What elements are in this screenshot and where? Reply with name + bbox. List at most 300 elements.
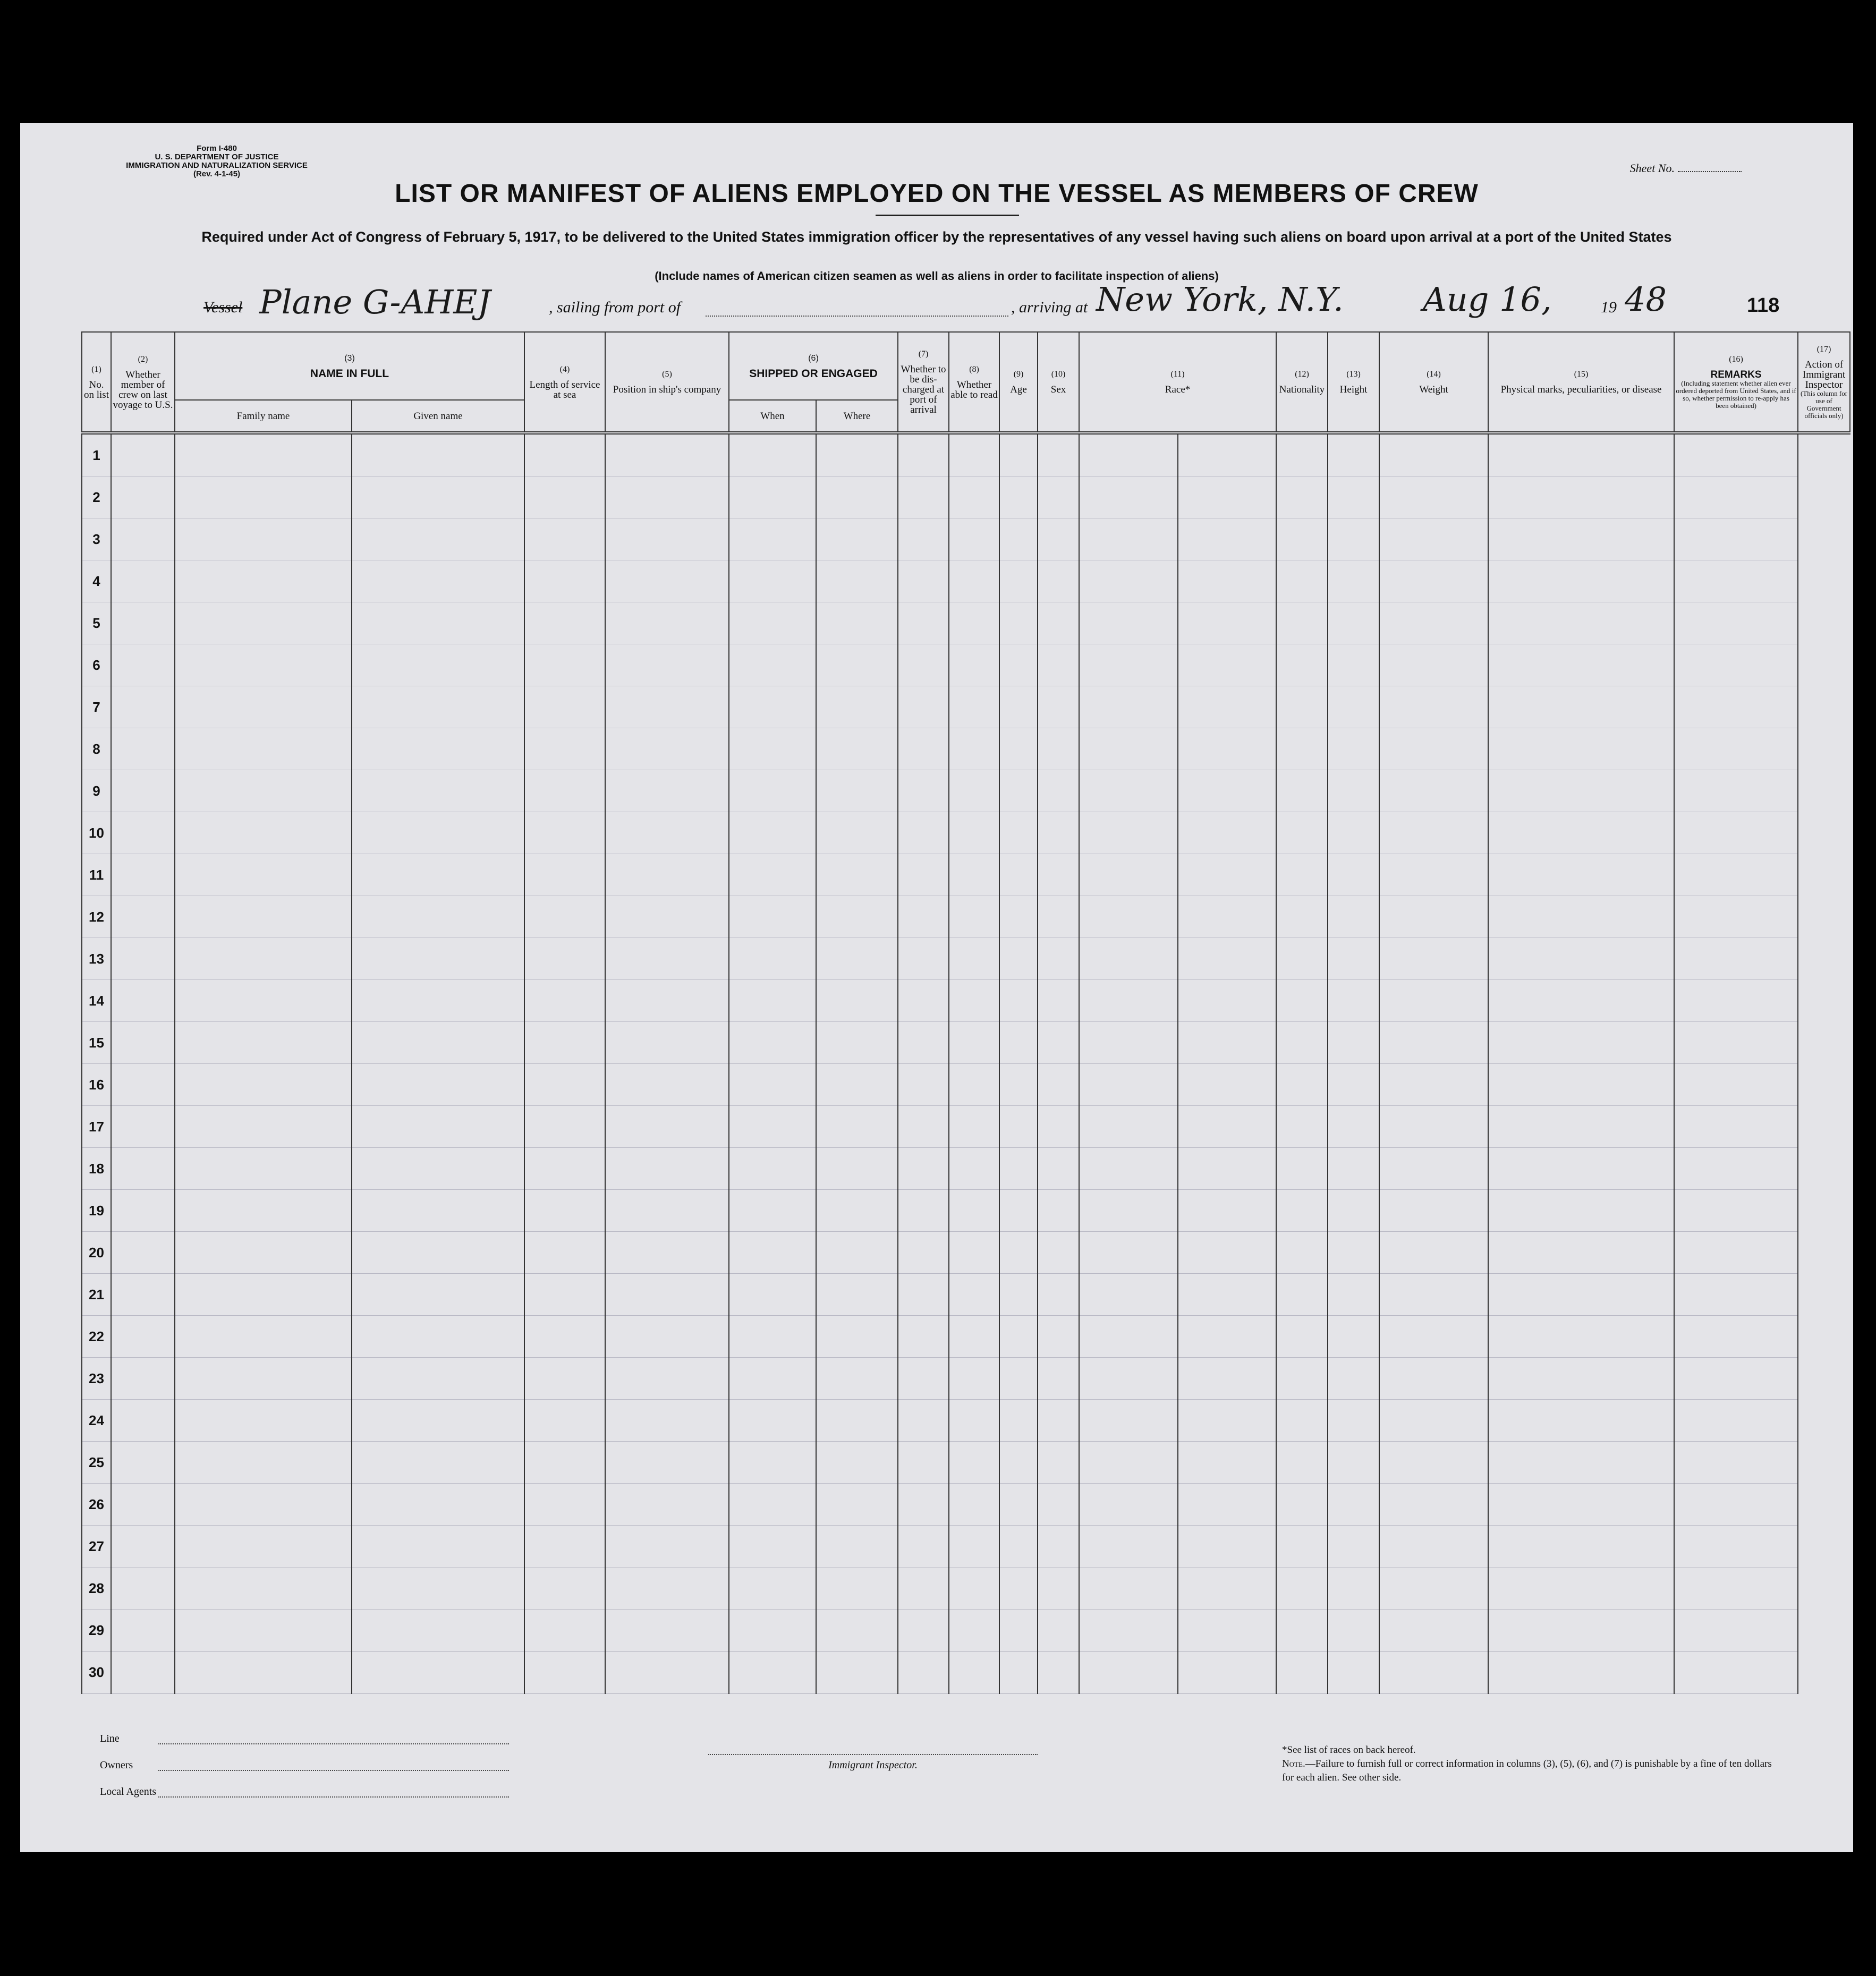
table-cell xyxy=(605,1442,729,1484)
table-cell xyxy=(111,1484,175,1526)
table-cell xyxy=(524,938,605,980)
table-cell xyxy=(1328,476,1379,518)
table-cell xyxy=(898,1022,949,1064)
table-cell xyxy=(729,644,816,686)
table-cell xyxy=(1178,476,1276,518)
table-cell xyxy=(1488,938,1674,980)
table-cell xyxy=(816,1484,898,1526)
table-cell xyxy=(898,1148,949,1190)
table-row xyxy=(82,1609,1850,1651)
row-number: 30 xyxy=(82,1651,111,1693)
table-cell xyxy=(1276,1609,1328,1651)
table-cell xyxy=(1674,1568,1798,1609)
inspector-signature-line xyxy=(708,1754,1038,1755)
table-cell xyxy=(175,1064,352,1106)
table-cell xyxy=(1276,1526,1328,1568)
manifest-sheet xyxy=(20,123,1853,1852)
table-cell xyxy=(111,518,175,560)
table-cell xyxy=(524,518,605,560)
table-cell xyxy=(1328,938,1379,980)
table-cell xyxy=(175,518,352,560)
table-cell xyxy=(1328,602,1379,644)
table-cell xyxy=(605,770,729,812)
table-cell xyxy=(524,433,605,476)
table-cell xyxy=(1488,1274,1674,1316)
table-row xyxy=(82,1651,1850,1693)
table-cell xyxy=(729,1316,816,1358)
table-cell xyxy=(605,1274,729,1316)
table-cell xyxy=(999,980,1038,1022)
page-number: 118 xyxy=(1747,294,1780,317)
page-subnote: (Include names of American citizen seamen as well as aliens in order to facilitate inspection of aliens) xyxy=(655,269,1219,283)
table-row xyxy=(82,728,1850,770)
table-cell xyxy=(1079,1651,1178,1693)
table-cell xyxy=(949,686,999,728)
table-cell xyxy=(352,854,524,896)
table-cell xyxy=(729,1022,816,1064)
table-cell xyxy=(999,1651,1038,1693)
table-cell xyxy=(352,602,524,644)
table-cell xyxy=(1178,728,1276,770)
table-cell xyxy=(1079,1064,1178,1106)
table-cell xyxy=(999,602,1038,644)
table-cell xyxy=(111,686,175,728)
table-cell xyxy=(1178,1190,1276,1232)
table-row xyxy=(82,686,1850,728)
table-cell xyxy=(729,854,816,896)
table-cell xyxy=(1276,1442,1328,1484)
table-cell xyxy=(816,1651,898,1693)
table-cell xyxy=(1488,1358,1674,1400)
table-cell xyxy=(949,433,999,476)
table-cell xyxy=(175,560,352,602)
table-cell xyxy=(1038,1609,1079,1651)
table-cell xyxy=(111,1358,175,1400)
table-row xyxy=(82,1358,1850,1400)
table-cell xyxy=(1038,476,1079,518)
table-cell xyxy=(1178,854,1276,896)
footer-notes xyxy=(1282,1743,1781,1785)
table-cell xyxy=(1379,980,1488,1022)
row-number: 17 xyxy=(82,1106,111,1148)
table-cell xyxy=(111,1651,175,1693)
table-cell xyxy=(816,854,898,896)
row-number: 25 xyxy=(82,1442,111,1484)
table-cell xyxy=(1379,1568,1488,1609)
table-cell xyxy=(1488,770,1674,812)
table-cell xyxy=(729,1442,816,1484)
table-cell xyxy=(111,1190,175,1232)
table-cell xyxy=(1674,433,1798,476)
table-cell xyxy=(1038,560,1079,602)
table-row xyxy=(82,938,1850,980)
table-cell xyxy=(999,854,1038,896)
table-cell xyxy=(999,1316,1038,1358)
table-cell xyxy=(111,602,175,644)
table-cell xyxy=(1038,1148,1079,1190)
table-cell xyxy=(605,1316,729,1358)
page-subtitle: Required under Act of Congress of February 5, 1917, to be delivered to the United States immigration officer by the representatives of any vessel having such aliens on board upon arrival at a port of the United States xyxy=(201,229,1672,245)
table-cell xyxy=(1038,728,1079,770)
row-number: 1 xyxy=(82,433,111,476)
table-cell xyxy=(1328,1232,1379,1274)
table-cell xyxy=(729,1358,816,1400)
table-cell xyxy=(1038,812,1079,854)
table-cell xyxy=(352,1190,524,1232)
table-cell xyxy=(1379,1358,1488,1400)
table-cell xyxy=(898,1484,949,1526)
table-cell xyxy=(1674,1484,1798,1526)
table-cell xyxy=(352,1609,524,1651)
table-cell xyxy=(898,1358,949,1400)
table-cell xyxy=(605,1526,729,1568)
revision: (Rev. 4-1-45) xyxy=(193,169,241,178)
table-cell xyxy=(1328,1651,1379,1693)
table-cell xyxy=(1379,1232,1488,1274)
table-cell xyxy=(1276,1022,1328,1064)
table-cell xyxy=(175,1358,352,1400)
table-cell xyxy=(352,1358,524,1400)
table-cell xyxy=(524,1442,605,1484)
table-cell xyxy=(1488,812,1674,854)
table-cell xyxy=(999,560,1038,602)
table-cell xyxy=(816,476,898,518)
col-physical-marks-header: (15) Physical marks, peculiarities, or disease xyxy=(1488,332,1674,433)
table-cell xyxy=(1276,980,1328,1022)
row-number: 10 xyxy=(82,812,111,854)
table-cell xyxy=(1488,644,1674,686)
col-length-service-header: (4) Length of service at sea xyxy=(524,332,605,433)
row-number: 6 xyxy=(82,644,111,686)
table-cell xyxy=(524,1358,605,1400)
table-cell xyxy=(898,1651,949,1693)
table-cell xyxy=(175,896,352,938)
table-cell xyxy=(352,1484,524,1526)
table-cell xyxy=(1079,1526,1178,1568)
table-cell xyxy=(1379,433,1488,476)
table-cell xyxy=(1674,770,1798,812)
table-cell xyxy=(1328,728,1379,770)
table-cell xyxy=(352,728,524,770)
table-cell xyxy=(999,518,1038,560)
table-cell xyxy=(175,1442,352,1484)
table-cell xyxy=(729,728,816,770)
table-cell xyxy=(352,1274,524,1316)
table-cell xyxy=(1178,770,1276,812)
table-cell xyxy=(1488,518,1674,560)
table-cell xyxy=(1328,686,1379,728)
table-cell xyxy=(1328,1358,1379,1400)
table-cell xyxy=(1488,1106,1674,1148)
arrival-date: Aug 16, xyxy=(1423,280,1552,319)
table-cell xyxy=(949,1442,999,1484)
table-cell xyxy=(816,1442,898,1484)
table-cell xyxy=(1488,1609,1674,1651)
table-cell xyxy=(729,1190,816,1232)
table-cell xyxy=(999,1022,1038,1064)
table-row xyxy=(82,1568,1850,1609)
table-cell xyxy=(111,770,175,812)
table-cell xyxy=(898,1232,949,1274)
table-cell xyxy=(1328,1316,1379,1358)
table-row xyxy=(82,812,1850,854)
table-cell xyxy=(1276,770,1328,812)
table-cell xyxy=(1178,896,1276,938)
table-cell xyxy=(1674,728,1798,770)
sheet-number xyxy=(1630,161,1742,175)
arriving-label: , arriving at xyxy=(1011,299,1088,316)
table-row xyxy=(82,1400,1850,1442)
table-cell xyxy=(111,1442,175,1484)
table-row xyxy=(82,1442,1850,1484)
table-cell xyxy=(175,1609,352,1651)
table-cell xyxy=(175,1232,352,1274)
table-cell xyxy=(729,770,816,812)
table-cell xyxy=(605,1484,729,1526)
table-cell xyxy=(1178,1148,1276,1190)
table-cell xyxy=(1038,1064,1079,1106)
table-cell xyxy=(1178,1316,1276,1358)
table-cell xyxy=(1276,1232,1328,1274)
table-cell xyxy=(949,518,999,560)
table-cell xyxy=(898,1190,949,1232)
table-cell xyxy=(898,476,949,518)
table-cell xyxy=(1379,1400,1488,1442)
table-cell xyxy=(605,686,729,728)
table-cell xyxy=(1488,476,1674,518)
note-prefix: Note. xyxy=(1282,1758,1305,1769)
table-cell xyxy=(1488,1442,1674,1484)
table-cell xyxy=(1674,1274,1798,1316)
table-cell xyxy=(111,560,175,602)
table-cell xyxy=(352,1232,524,1274)
row-number: 27 xyxy=(82,1526,111,1568)
row-number: 15 xyxy=(82,1022,111,1064)
table-cell xyxy=(816,1526,898,1568)
table-cell xyxy=(1674,602,1798,644)
table-cell xyxy=(816,560,898,602)
table-cell xyxy=(949,560,999,602)
table-cell xyxy=(352,560,524,602)
table-cell xyxy=(898,854,949,896)
table-cell xyxy=(352,812,524,854)
col-no-header: (1) No. on list xyxy=(82,332,111,433)
table-cell xyxy=(1328,1106,1379,1148)
table-cell xyxy=(898,938,949,980)
table-cell xyxy=(352,1568,524,1609)
table-cell xyxy=(175,1148,352,1190)
table-cell xyxy=(175,1484,352,1526)
col-sex-header: (10) Sex xyxy=(1038,332,1079,433)
table-cell xyxy=(111,1400,175,1442)
table-cell xyxy=(524,1316,605,1358)
table-cell xyxy=(524,812,605,854)
table-cell xyxy=(1674,686,1798,728)
races-note: *See list of races on back hereof. xyxy=(1282,1744,1416,1756)
table-cell xyxy=(1379,1651,1488,1693)
table-cell xyxy=(524,1651,605,1693)
table-cell xyxy=(1079,1400,1178,1442)
table-cell xyxy=(898,896,949,938)
table-cell xyxy=(175,812,352,854)
table-cell xyxy=(999,644,1038,686)
table-cell xyxy=(175,1190,352,1232)
table-cell xyxy=(111,476,175,518)
table-cell xyxy=(1674,1526,1798,1568)
table-cell xyxy=(524,770,605,812)
table-cell xyxy=(1488,602,1674,644)
table-cell xyxy=(1178,1274,1276,1316)
table-cell xyxy=(1379,476,1488,518)
vessel-line xyxy=(20,280,1853,325)
table-cell xyxy=(1488,560,1674,602)
table-cell xyxy=(999,1190,1038,1232)
table-cell xyxy=(1038,1651,1079,1693)
table-cell xyxy=(605,1568,729,1609)
table-cell xyxy=(1079,1022,1178,1064)
table-cell xyxy=(1038,1358,1079,1400)
table-cell xyxy=(1178,1484,1276,1526)
table-cell xyxy=(524,1148,605,1190)
table-cell xyxy=(1379,602,1488,644)
table-cell xyxy=(949,1400,999,1442)
table-cell xyxy=(898,1106,949,1148)
table-cell xyxy=(949,854,999,896)
table-cell xyxy=(816,1568,898,1609)
table-cell xyxy=(605,1106,729,1148)
table-cell xyxy=(898,1064,949,1106)
table-cell xyxy=(999,896,1038,938)
note-text: —Failure to furnish full or correct information in columns (3), (5), (6), and (7) is punishable by a fine of ten dollars for each alien. See other side. xyxy=(1282,1758,1772,1783)
table-cell xyxy=(729,1232,816,1274)
table-cell xyxy=(1488,1148,1674,1190)
table-cell xyxy=(1276,1148,1328,1190)
table-cell xyxy=(1178,1232,1276,1274)
table-cell xyxy=(1178,1022,1276,1064)
form-identifier xyxy=(105,144,328,178)
table-row xyxy=(82,896,1850,938)
table-cell xyxy=(352,686,524,728)
table-cell xyxy=(816,1022,898,1064)
table-cell xyxy=(1328,980,1379,1022)
line-label: Line xyxy=(100,1733,120,1744)
form-number: Form I-480 xyxy=(197,144,237,153)
table-cell xyxy=(898,980,949,1022)
table-cell xyxy=(1038,1526,1079,1568)
row-number: 13 xyxy=(82,938,111,980)
local-agents-label: Local Agents xyxy=(100,1786,157,1798)
table-cell xyxy=(1379,728,1488,770)
row-number: 24 xyxy=(82,1400,111,1442)
table-cell xyxy=(605,1232,729,1274)
table-cell xyxy=(898,686,949,728)
table-cell xyxy=(1379,1064,1488,1106)
table-cell xyxy=(111,728,175,770)
table-cell xyxy=(1379,1022,1488,1064)
table-cell xyxy=(1674,1316,1798,1358)
table-cell xyxy=(999,1484,1038,1526)
table-cell xyxy=(1178,686,1276,728)
table-cell xyxy=(816,433,898,476)
table-cell xyxy=(111,812,175,854)
table-cell xyxy=(1038,1400,1079,1442)
table-cell xyxy=(1488,1316,1674,1358)
table-cell xyxy=(524,686,605,728)
table-cell xyxy=(898,433,949,476)
col-height-header: (13) Height xyxy=(1328,332,1379,433)
table-row xyxy=(82,980,1850,1022)
table-cell xyxy=(1328,1568,1379,1609)
table-cell xyxy=(1178,560,1276,602)
table-row xyxy=(82,1106,1850,1148)
table-cell xyxy=(524,602,605,644)
table-cell xyxy=(816,1190,898,1232)
table-cell xyxy=(605,1148,729,1190)
table-cell xyxy=(524,1064,605,1106)
vessel-label: Vessel xyxy=(203,299,243,316)
table-cell xyxy=(1038,1274,1079,1316)
table-cell xyxy=(605,980,729,1022)
table-cell xyxy=(111,1274,175,1316)
table-cell xyxy=(1328,644,1379,686)
table-cell xyxy=(898,812,949,854)
table-cell xyxy=(175,938,352,980)
col-weight-header: (14) Weight xyxy=(1379,332,1488,433)
col-where-header: Where xyxy=(816,400,898,433)
table-cell xyxy=(1079,1274,1178,1316)
table-cell xyxy=(816,686,898,728)
table-cell xyxy=(352,518,524,560)
table-cell xyxy=(1079,1568,1178,1609)
table-cell xyxy=(605,644,729,686)
table-cell xyxy=(949,1232,999,1274)
table-cell xyxy=(352,1442,524,1484)
table-cell xyxy=(352,770,524,812)
table-cell xyxy=(352,1148,524,1190)
table-cell xyxy=(729,1148,816,1190)
table-cell xyxy=(1488,433,1674,476)
table-cell xyxy=(352,938,524,980)
row-number: 26 xyxy=(82,1484,111,1526)
col-race-header: (11) Race* xyxy=(1079,332,1276,433)
table-cell xyxy=(111,938,175,980)
table-cell xyxy=(605,1651,729,1693)
table-cell xyxy=(605,1064,729,1106)
table-cell xyxy=(1038,1190,1079,1232)
col-remarks-header: (16) REMARKS (Including statement whether alien ever ordered deported from United States, and if so, whether permission to re-apply has been obtained) xyxy=(1674,332,1798,433)
table-cell xyxy=(1674,1651,1798,1693)
table-cell xyxy=(1038,602,1079,644)
table-cell xyxy=(111,433,175,476)
table-cell xyxy=(1276,1568,1328,1609)
table-cell xyxy=(524,980,605,1022)
table-cell xyxy=(111,854,175,896)
table-cell xyxy=(1178,812,1276,854)
table-cell xyxy=(1276,644,1328,686)
table-cell xyxy=(949,1148,999,1190)
table-cell xyxy=(605,602,729,644)
table-cell xyxy=(1276,1316,1328,1358)
table-row xyxy=(82,1274,1850,1316)
table-cell xyxy=(1178,938,1276,980)
table-cell xyxy=(1379,1442,1488,1484)
table-cell xyxy=(898,518,949,560)
table-cell xyxy=(352,476,524,518)
table-cell xyxy=(1079,518,1178,560)
table-cell xyxy=(524,1609,605,1651)
row-number: 18 xyxy=(82,1148,111,1190)
table-row xyxy=(82,770,1850,812)
